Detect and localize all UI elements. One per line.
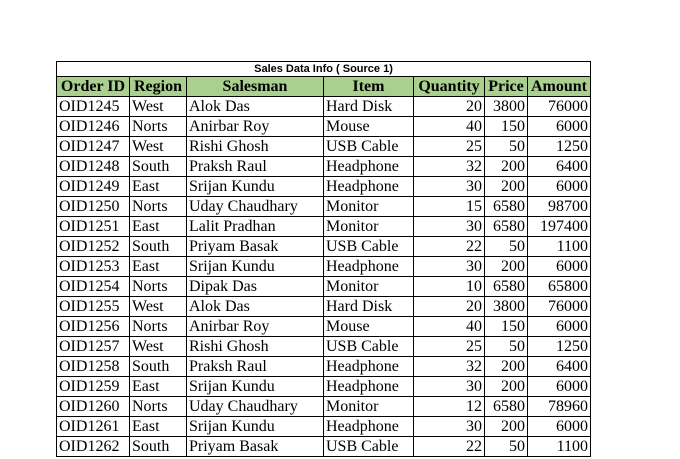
amount-cell[interactable]: 6000 [528,257,591,277]
region-cell[interactable]: East [130,177,187,197]
region-cell[interactable]: Norts [130,317,187,337]
item-cell[interactable]: USB Cable [324,137,414,157]
salesman-cell[interactable]: Srijan Kundu [187,377,324,397]
order-id-cell[interactable]: OID1246 [57,117,130,137]
salesman-cell[interactable]: Alok Das [187,297,324,317]
price-cell[interactable]: 6580 [485,197,528,217]
salesman-cell[interactable]: Priyam Basak [187,237,324,257]
order-id-cell[interactable]: OID1250 [57,197,130,217]
salesman-cell[interactable]: Dipak Das [187,277,324,297]
amount-cell[interactable]: 1100 [528,237,591,257]
table-row [57,217,591,237]
price-cell[interactable]: 200 [485,257,528,277]
salesman-cell[interactable]: Priyam Basak [187,437,324,457]
quantity-cell[interactable]: 30 [414,177,485,197]
table-title: Sales Data Info ( Source 1) [57,62,591,77]
salesman-cell[interactable]: Praksh Raul [187,357,324,377]
table-row [57,137,591,157]
order-id-cell[interactable]: OID1258 [57,357,130,377]
region-cell[interactable]: Norts [130,197,187,217]
header-quantity[interactable]: Quantity [414,77,485,97]
item-cell[interactable]: USB Cable [324,437,414,457]
quantity-cell[interactable]: 10 [414,277,485,297]
order-id-cell[interactable]: OID1262 [57,437,130,457]
item-cell[interactable]: Monitor [324,277,414,297]
amount-cell[interactable]: 6400 [528,157,591,177]
amount-cell[interactable]: 6400 [528,357,591,377]
order-id-cell[interactable]: OID1253 [57,257,130,277]
price-cell[interactable]: 6580 [485,277,528,297]
amount-cell[interactable]: 76000 [528,297,591,317]
table-row [57,277,591,297]
region-cell[interactable]: Norts [130,397,187,417]
amount-cell[interactable]: 78960 [528,397,591,417]
region-cell[interactable]: South [130,357,187,377]
price-cell[interactable]: 200 [485,157,528,177]
price-cell[interactable]: 200 [485,377,528,397]
header-price[interactable]: Price [485,77,528,97]
item-cell[interactable]: Headphone [324,417,414,437]
order-id-cell[interactable]: OID1254 [57,277,130,297]
table-row [57,237,591,257]
quantity-cell[interactable]: 20 [414,97,485,117]
header-order-id[interactable]: Order ID [57,77,130,97]
price-cell[interactable]: 50 [485,137,528,157]
quantity-cell[interactable]: 40 [414,317,485,337]
header-row [57,77,591,97]
region-cell[interactable]: West [130,297,187,317]
price-cell[interactable]: 200 [485,177,528,197]
sales-data-table [56,61,591,457]
salesman-cell[interactable]: Lalit Pradhan [187,217,324,237]
item-cell[interactable]: Monitor [324,217,414,237]
table-row [57,357,591,377]
order-id-cell[interactable]: OID1255 [57,297,130,317]
table-row [57,97,591,117]
item-cell[interactable]: Headphone [324,357,414,377]
header-amount[interactable]: Amount [528,77,591,97]
quantity-cell[interactable]: 25 [414,337,485,357]
table-row [57,377,591,397]
table-row [57,297,591,317]
amount-cell[interactable]: 1250 [528,337,591,357]
price-cell[interactable]: 150 [485,317,528,337]
region-cell[interactable]: West [130,97,187,117]
price-cell[interactable]: 50 [485,237,528,257]
item-cell[interactable]: USB Cable [324,237,414,257]
table-row [57,437,591,457]
order-id-cell[interactable]: OID1251 [57,217,130,237]
order-id-cell[interactable]: OID1247 [57,137,130,157]
region-cell[interactable]: East [130,377,187,397]
table-row [57,337,591,357]
quantity-cell[interactable]: 30 [414,257,485,277]
region-cell[interactable]: East [130,417,187,437]
header-item[interactable]: Item [324,77,414,97]
amount-cell[interactable]: 197400 [528,217,591,237]
amount-cell[interactable]: 6000 [528,377,591,397]
salesman-cell[interactable]: Praksh Raul [187,157,324,177]
salesman-cell[interactable]: Rishi Ghosh [187,137,324,157]
order-id-cell[interactable]: OID1245 [57,97,130,117]
salesman-cell[interactable]: Uday Chaudhary [187,197,324,217]
region-cell[interactable]: West [130,137,187,157]
title-row [57,62,591,77]
region-cell[interactable]: West [130,337,187,357]
quantity-cell[interactable]: 32 [414,157,485,177]
quantity-cell[interactable]: 22 [414,437,485,457]
quantity-cell[interactable]: 30 [414,377,485,397]
order-id-cell[interactable]: OID1249 [57,177,130,197]
table-body [57,97,591,457]
quantity-cell[interactable]: 12 [414,397,485,417]
quantity-cell[interactable]: 30 [414,217,485,237]
region-cell[interactable]: Norts [130,277,187,297]
amount-cell[interactable]: 6000 [528,417,591,437]
table-row [57,117,591,137]
salesman-cell[interactable]: Srijan Kundu [187,257,324,277]
price-cell[interactable]: 3800 [485,297,528,317]
table-row [57,317,591,337]
amount-cell[interactable]: 65800 [528,277,591,297]
price-cell[interactable]: 200 [485,417,528,437]
item-cell[interactable]: Mouse [324,117,414,137]
region-cell[interactable]: South [130,157,187,177]
order-id-cell[interactable]: OID1259 [57,377,130,397]
region-cell[interactable]: Norts [130,117,187,137]
salesman-cell[interactable]: Srijan Kundu [187,417,324,437]
item-cell[interactable]: Headphone [324,377,414,397]
order-id-cell[interactable]: OID1261 [57,417,130,437]
item-cell[interactable]: Headphone [324,157,414,177]
table-row [57,177,591,197]
price-cell[interactable]: 6580 [485,397,528,417]
item-cell[interactable]: Mouse [324,317,414,337]
salesman-cell[interactable]: Uday Chaudhary [187,397,324,417]
quantity-cell[interactable]: 40 [414,117,485,137]
salesman-cell[interactable]: Alok Das [187,97,324,117]
amount-cell[interactable]: 6000 [528,317,591,337]
order-id-cell[interactable]: OID1256 [57,317,130,337]
quantity-cell[interactable]: 30 [414,417,485,437]
quantity-cell[interactable]: 22 [414,237,485,257]
price-cell[interactable]: 150 [485,117,528,137]
table-row [57,257,591,277]
salesman-cell[interactable]: Rishi Ghosh [187,337,324,357]
salesman-cell[interactable]: Srijan Kundu [187,177,324,197]
item-cell[interactable]: Monitor [324,197,414,217]
item-cell[interactable]: Hard Disk [324,297,414,317]
item-cell[interactable]: Monitor [324,397,414,417]
header-salesman[interactable]: Salesman [187,77,324,97]
quantity-cell[interactable]: 15 [414,197,485,217]
table-row [57,157,591,177]
salesman-cell[interactable]: Anirbar Roy [187,317,324,337]
table-row [57,397,591,417]
price-cell[interactable]: 50 [485,337,528,357]
item-cell[interactable]: USB Cable [324,337,414,357]
quantity-cell[interactable]: 25 [414,137,485,157]
amount-cell[interactable]: 6000 [528,177,591,197]
order-id-cell[interactable]: OID1257 [57,337,130,357]
price-cell[interactable]: 3800 [485,97,528,117]
order-id-cell[interactable]: OID1248 [57,157,130,177]
order-id-cell[interactable]: OID1252 [57,237,130,257]
amount-cell[interactable]: 1100 [528,437,591,457]
table-row [57,197,591,217]
region-cell[interactable]: South [130,237,187,257]
region-cell[interactable]: South [130,437,187,457]
amount-cell[interactable]: 1250 [528,137,591,157]
item-cell[interactable]: Headphone [324,257,414,277]
price-cell[interactable]: 6580 [485,217,528,237]
header-region[interactable]: Region [130,77,187,97]
table-row [57,417,591,437]
order-id-cell[interactable]: OID1260 [57,397,130,417]
price-cell[interactable]: 200 [485,357,528,377]
item-cell[interactable]: Headphone [324,177,414,197]
region-cell[interactable]: East [130,257,187,277]
region-cell[interactable]: East [130,217,187,237]
amount-cell[interactable]: 76000 [528,97,591,117]
quantity-cell[interactable]: 20 [414,297,485,317]
item-cell[interactable]: Hard Disk [324,97,414,117]
amount-cell[interactable]: 6000 [528,117,591,137]
price-cell[interactable]: 50 [485,437,528,457]
salesman-cell[interactable]: Anirbar Roy [187,117,324,137]
quantity-cell[interactable]: 32 [414,357,485,377]
amount-cell[interactable]: 98700 [528,197,591,217]
